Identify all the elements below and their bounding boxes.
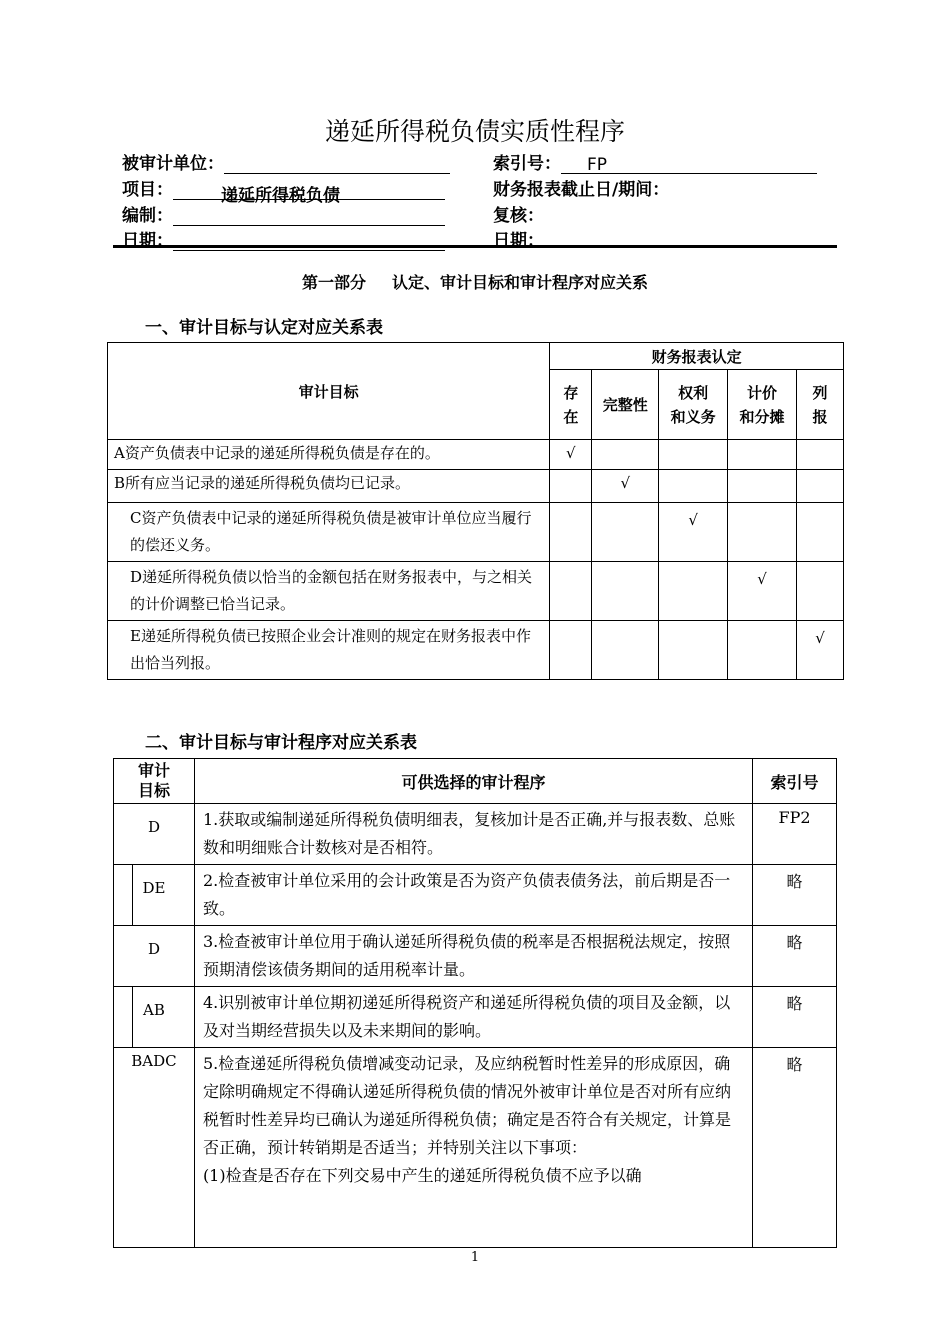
assertion-col-4: 计价 和分摊	[728, 370, 797, 440]
page-title: 递延所得税负债实质性程序	[324, 117, 625, 146]
check-mark	[592, 440, 659, 470]
assertion-header: 财务报表认定	[550, 343, 844, 370]
check-mark: √	[797, 621, 844, 680]
check-mark	[797, 503, 844, 562]
date-field[interactable]	[173, 231, 445, 251]
check-mark	[550, 470, 592, 503]
auditee-field[interactable]	[224, 154, 450, 174]
procedure-row	[114, 804, 837, 865]
procedure-text: 1.获取或编制递延所得税负债明细表，复核加计是否正确,并与报表数、总账数和明细账合计数核对是否相符。	[194, 804, 752, 865]
objective-text: C资产负债表中记录的递延所得税负债是被审计单位应当履行的偿还义务。	[108, 503, 550, 562]
check-mark	[728, 621, 797, 680]
check-mark	[659, 440, 728, 470]
objective-assertion-table	[107, 342, 844, 680]
check-mark	[659, 470, 728, 503]
assertion-col-5: 列 报	[797, 370, 844, 440]
item-label: 项目：	[122, 180, 173, 200]
objective-row	[108, 621, 844, 680]
section1-title: 一、审计目标与认定对应关系表	[145, 318, 383, 338]
item-row	[122, 175, 445, 206]
item-field[interactable]: 递延所得税负债	[173, 181, 445, 200]
auditee-label: 被审计单位：	[122, 154, 224, 174]
objective-code: D	[114, 804, 195, 865]
procedure-row	[114, 987, 837, 1048]
index-ref: 略	[753, 926, 837, 987]
index-label: 索引号：	[493, 154, 561, 174]
procedure-subitem: (1)检查是否存在下列交易中产生的递延所得税负债不应予以确	[202, 1166, 642, 1185]
index-field[interactable]: FP	[561, 155, 817, 174]
check-mark	[550, 503, 592, 562]
index-ref: 略	[753, 865, 837, 926]
part-heading	[0, 270, 950, 293]
check-mark	[592, 562, 659, 621]
date-label: 日期：	[122, 231, 173, 251]
objective-col-header: 审计 目标	[114, 759, 195, 804]
prepared-row	[122, 201, 445, 226]
check-mark: √	[659, 503, 728, 562]
check-mark: √	[550, 440, 592, 470]
procedure-text: 3.检查被审计单位用于确认递延所得税负债的税率是否根据税法规定，按照预期清偿该债务期间的适用税率计量。	[194, 926, 752, 987]
prepared-field[interactable]	[173, 206, 445, 226]
auditee-row	[122, 149, 450, 174]
assertion-col-1: 存 在	[550, 370, 592, 440]
objective-row	[108, 470, 844, 503]
objective-row	[108, 440, 844, 470]
section2-title: 二、审计目标与审计程序对应关系表	[145, 733, 417, 753]
objective-code: BADC	[114, 1048, 195, 1248]
page-number: 1	[470, 1250, 480, 1265]
check-mark	[659, 562, 728, 621]
check-mark	[728, 503, 797, 562]
objective-code: AB	[114, 987, 195, 1048]
procedure-text: 5.检查递延所得税负债增减变动记录，及应纳税暂时性差异的形成原因，确定除明确规定不得确认递延所得税负债的情况外被审计单位是否对所有应纳税暂时性差异均已确认为递延所得税负债；确定是否符合有关规定，计算是否正确，预计转销期是否适当；并特别关注以下事项： (1)检查是否存在下列交易中产生的递延所得税负债不应予以确	[194, 1048, 752, 1248]
period-label: 财务报表截止日/期间：	[493, 180, 670, 200]
procedure-text: 2.检查被审计单位采用的会计政策是否为资产负债表债务法，前后期是否一致。	[194, 865, 752, 926]
objective-text: B所有应当记录的递延所得税负债均已记录。	[108, 470, 550, 503]
assertion-col-3: 权利 和义务	[659, 370, 728, 440]
check-mark	[550, 562, 592, 621]
check-mark	[592, 621, 659, 680]
index-ref: FP2	[753, 804, 837, 865]
prepared-label: 编制：	[122, 206, 173, 226]
objective-row	[108, 562, 844, 621]
objective-text: A资产负债表中记录的递延所得税负债是存在的。	[108, 440, 550, 470]
check-mark	[728, 470, 797, 503]
part-title: 认定、审计目标和审计程序对应关系	[392, 273, 649, 292]
index-col-header: 索引号	[753, 759, 837, 804]
index-row	[493, 149, 817, 174]
procedure-row	[114, 865, 837, 926]
check-mark: √	[592, 470, 659, 503]
check-mark	[797, 440, 844, 470]
objective-row	[108, 503, 844, 562]
procedure-row	[114, 1048, 837, 1248]
part-label: 第一部分	[301, 273, 366, 292]
check-mark: √	[728, 562, 797, 621]
check-mark	[797, 562, 844, 621]
check-mark	[550, 621, 592, 680]
procedure-col-header: 可供选择的审计程序	[194, 759, 752, 804]
check-mark	[592, 503, 659, 562]
objective-procedure-table	[113, 758, 837, 1248]
review-label: 复核：	[493, 206, 544, 226]
check-mark	[659, 621, 728, 680]
procedure-text: 4.识别被审计单位期初递延所得税资产和递延所得税负债的项目及金额，以及对当期经营损失以及未来期间的影响。	[194, 987, 752, 1048]
objective-text: E递延所得税负债已按照企业会计准则的规定在财务报表中作出恰当列报。	[108, 621, 550, 680]
objective-code: DE	[114, 865, 195, 926]
objective-header: 审计目标	[108, 343, 550, 440]
header-divider	[113, 245, 837, 248]
check-mark	[797, 470, 844, 503]
date2-label: 日期：	[493, 231, 544, 251]
assertion-col-2: 完整性	[592, 370, 659, 440]
check-mark	[728, 440, 797, 470]
objective-text: D递延所得税负债以恰当的金额包括在财务报表中，与之相关的计价调整已恰当记录。	[108, 562, 550, 621]
index-ref: 略	[753, 1048, 837, 1248]
objective-code: D	[114, 926, 195, 987]
procedure-row	[114, 926, 837, 987]
index-ref: 略	[753, 987, 837, 1048]
